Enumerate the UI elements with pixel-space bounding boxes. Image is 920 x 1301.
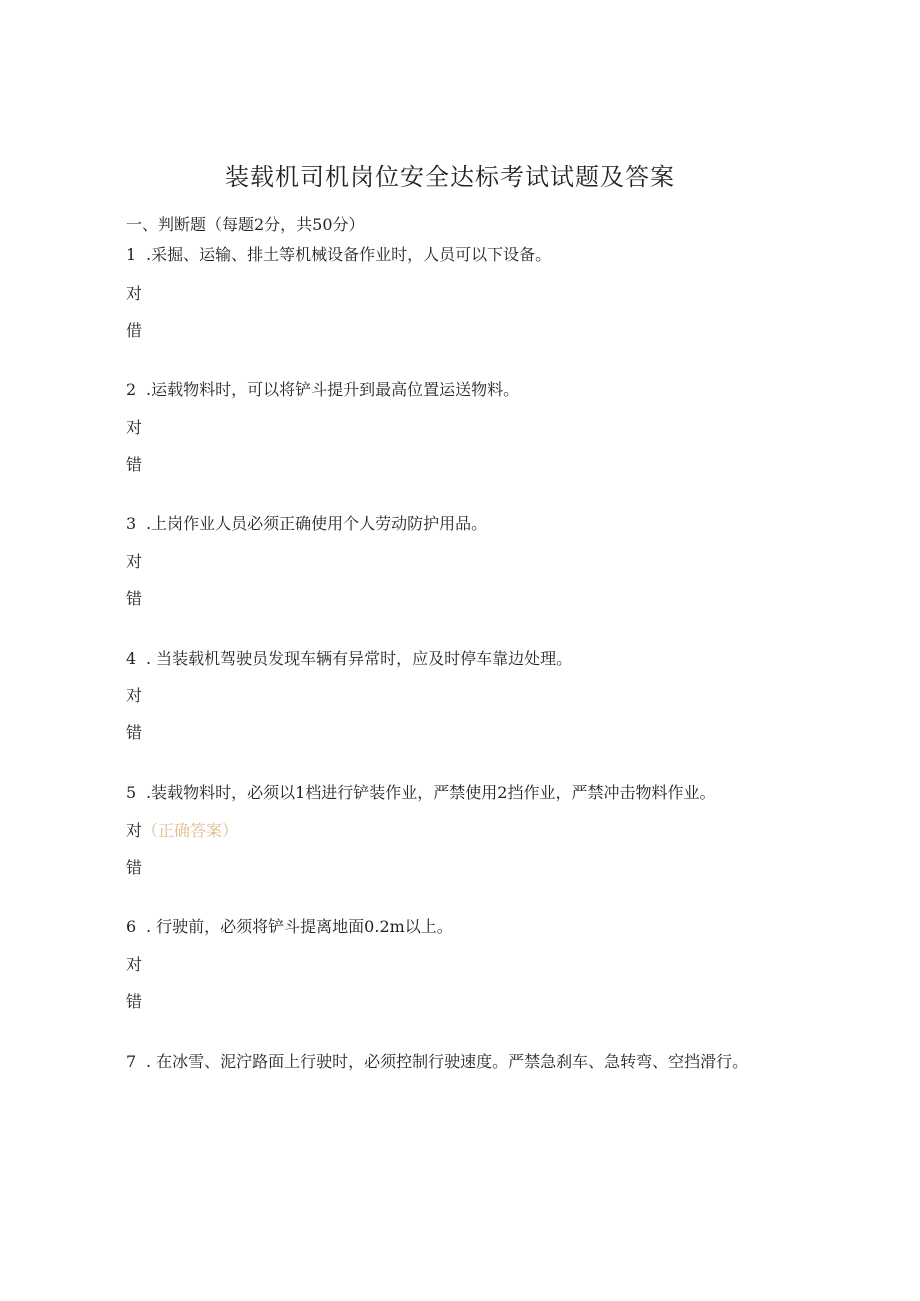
question-number: 5	[126, 783, 137, 802]
question-7	[126, 1046, 766, 1078]
question-text: .上岗作业人员必须正确使用个人劳动防护用品。	[146, 514, 488, 533]
question-5	[126, 777, 766, 809]
question-2	[126, 374, 766, 406]
question-text: .采掘、运输、排土等机械设备作业时，人员可以下设备。	[146, 245, 552, 264]
option-true[interactable]: 对	[126, 418, 143, 437]
section-heading: 一、判断题（每题2分，共50分）	[126, 215, 365, 234]
option-true[interactable]: 对	[126, 955, 143, 974]
option-true[interactable]	[126, 821, 238, 841]
question-number: 4	[126, 649, 137, 668]
question-number: 1	[126, 245, 137, 264]
document-title: 装载机司机岗位安全达标考试试题及答案	[225, 163, 675, 191]
question-number: 6	[126, 917, 137, 936]
question-number: 2	[126, 380, 137, 399]
option-false[interactable]: 错	[126, 589, 143, 608]
option-true-label: 对	[126, 821, 143, 840]
question-number: 7	[126, 1052, 137, 1071]
question-text: . 当装载机驾驶员发现车辆有异常时，应及时停车靠边处理。	[146, 649, 573, 668]
question-number: 3	[126, 514, 137, 533]
question-text: .运载物料时，可以将铲斗提升到最高位置运送物料。	[146, 380, 520, 399]
question-1	[126, 239, 766, 271]
question-3	[126, 508, 766, 540]
question-4	[126, 643, 766, 675]
question-text: . 行驶前，必须将铲斗提离地面0.2m以上。	[146, 917, 453, 936]
option-true[interactable]: 对	[126, 552, 143, 571]
option-false[interactable]: 错	[126, 992, 143, 1011]
option-false[interactable]: 错	[126, 858, 143, 877]
correct-answer-marker: （正确答案）	[142, 821, 239, 840]
option-true[interactable]: 对	[126, 686, 143, 705]
option-true[interactable]: 对	[126, 284, 143, 303]
question-text: .装载物料时，必须以1档进行铲装作业，严禁使用2挡作业，严禁冲击物料作业。	[146, 783, 716, 802]
question-text: . 在冰雪、泥泞路面上行驶时，必须控制行驶速度。严禁急刹车、急转弯、空挡滑行。	[146, 1052, 749, 1071]
option-false[interactable]: 错	[126, 723, 143, 742]
option-false[interactable]: 错	[126, 455, 143, 474]
option-false[interactable]: 借	[126, 321, 143, 340]
question-6	[126, 911, 766, 943]
